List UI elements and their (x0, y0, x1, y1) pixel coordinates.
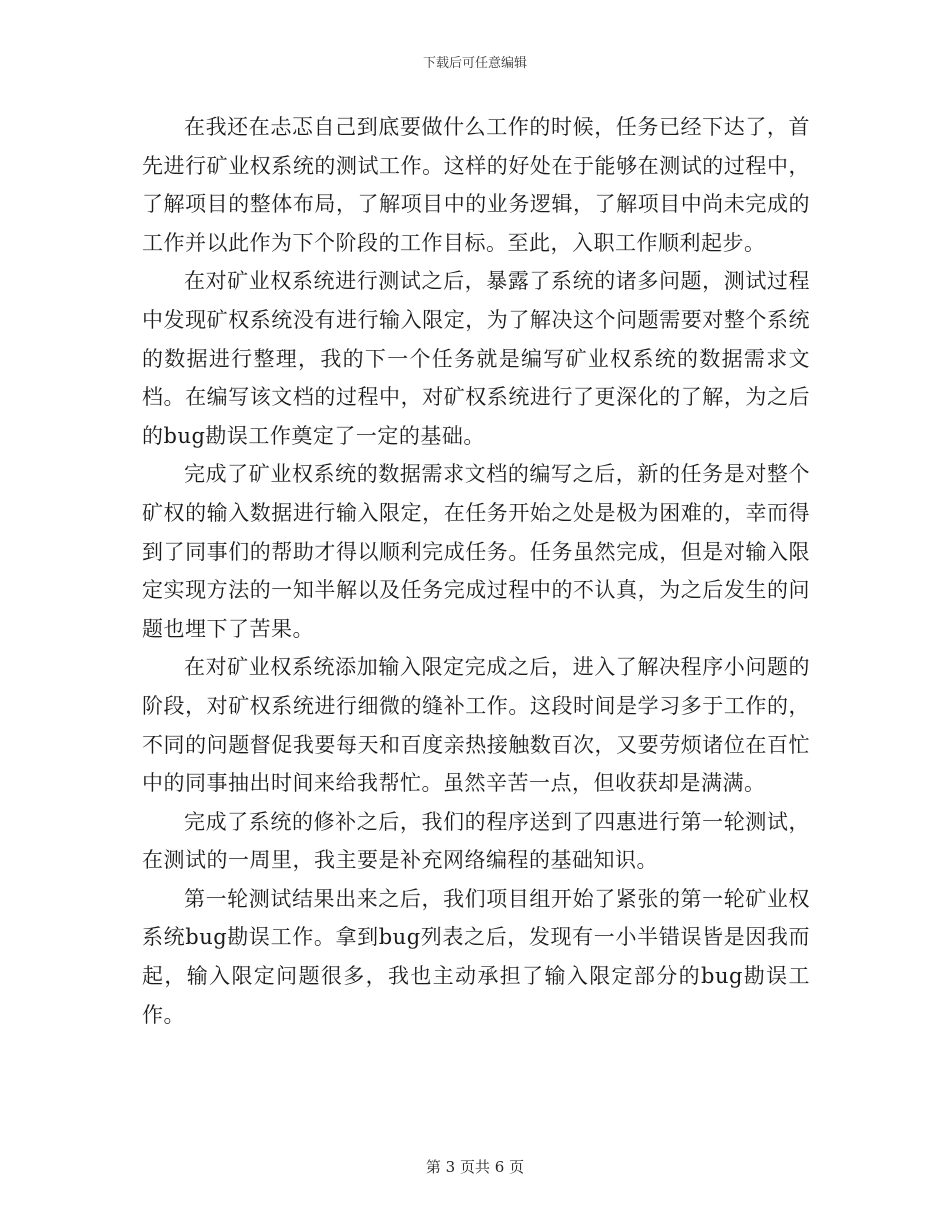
page-header: 下载后可任意编辑 (422, 56, 527, 71)
paragraph-3: 完成了矿业权系统的数据需求文档的编写之后，新的任务是对整个矿权的输入数据进行输入限定，在任务开始之处是极为困难的，幸而得到了同事们的帮助才得以顺利完成任务。任务虽然完成，但是对输入限定实现方法的一知半解以及任务完成过程中的不认真，为之后发生的问题也埋下了苦果。 (142, 462, 810, 641)
paragraph-6: 第一轮测试结果出来之后，我们项目组开始了紧张的第一轮矿业权系统bug勘误工作。拿到bug列表之后，发现有一小半错误皆是因我而起，输入限定问题很多，我也主动承担了输入限定部分的bug勘误工作。 (142, 886, 810, 1027)
paragraph-2: 在对矿业权系统进行测试之后，暴露了系统的诸多问题，测试过程中发现矿权系统没有进行输入限定，为了解决这个问题需要对整个系统的数据进行整理，我的下一个任务就是编写矿业权系统的数据需求文档。在编写该文档的过程中，对矿权系统进行了更深化的了解，为之后的bug勘误工作奠定了一定的基础。 (142, 269, 810, 448)
paragraph-5: 完成了系统的修补之后，我们的程序送到了四惠进行第一轮测试，在测试的一周里，我主要是补充网络编程的基础知识。 (142, 809, 810, 873)
paragraph-1: 在我还在忐忑自己到底要做什么工作的时候，任务已经下达了，首先进行矿业权系统的测试工作。这样的好处在于能够在测试的过程中，了解项目的整体布局，了解项目中的业务逻辑，了解项目中尚未完成的工作并以此作为下个阶段的工作目标。至此，入职工作顺利起步。 (142, 115, 810, 255)
page-footer: 第 3 页共 6 页 (425, 1158, 525, 1176)
document-body (142, 108, 810, 1034)
paragraph-4: 在对矿业权系统添加输入限定完成之后，进入了解决程序小问题的阶段，对矿权系统进行细微的缝补工作。这段时间是学习多于工作的，不同的问题督促我要每天和百度亲热接触数百次，又要劳烦诸位在百忙中的同事抽出时间来给我帮忙。虽然辛苦一点，但收获却是满满。 (142, 655, 810, 796)
